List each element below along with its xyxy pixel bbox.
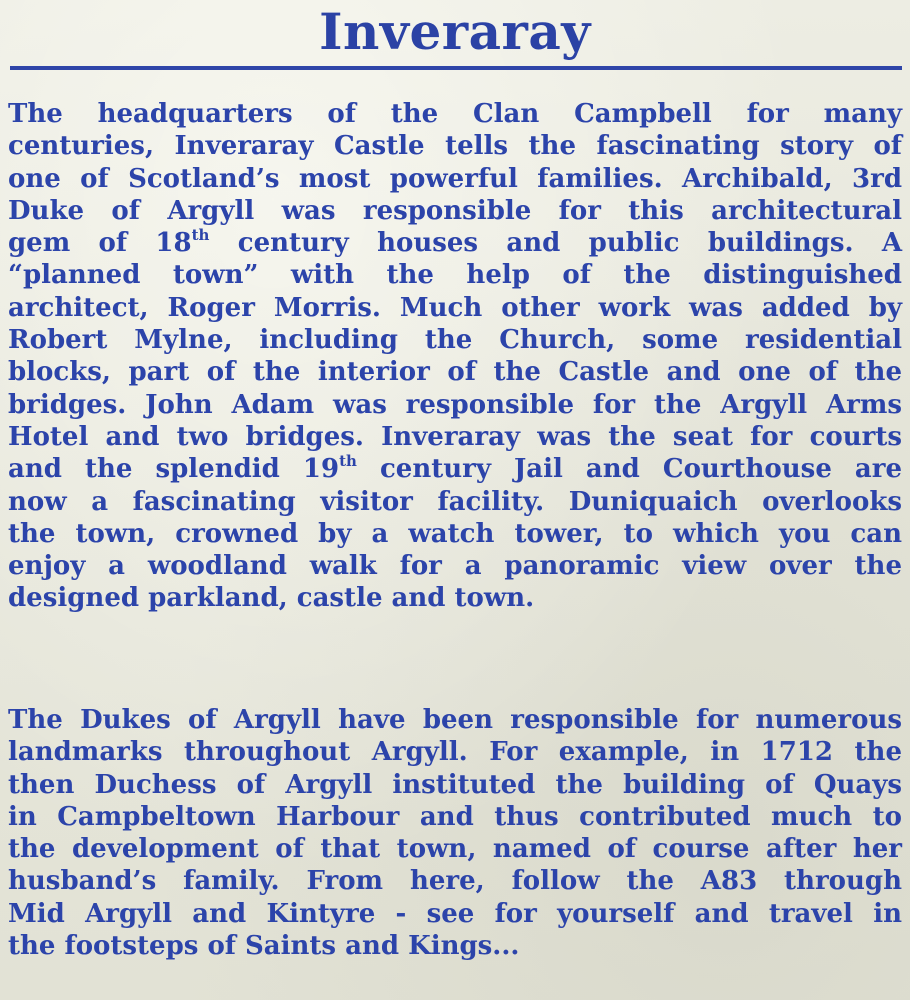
text-segment: century Jail and Courthouse are	[356, 454, 902, 485]
text-line: then Duchess of Argyll instituted the building of Quays	[8, 769, 902, 800]
text-line	[8, 453, 902, 485]
ordinal-superscript: th	[339, 452, 357, 471]
text-line: now a fascinating visitor facility. Duniquaich overlooks	[8, 486, 902, 517]
ordinal-superscript: th	[191, 226, 210, 245]
text-segment: gem of 18	[8, 228, 192, 259]
text-line: “planned town” with the help of the distinguished	[8, 260, 902, 291]
text-line: centuries, Inveraray Castle tells the fascinating story of	[8, 131, 902, 162]
text-line: landmarks throughout Argyll. For example, in 1712 the	[8, 737, 902, 768]
text-segment: century houses and public buildings. A	[209, 228, 903, 259]
text-line: husband’s family. From here, follow the A83 through	[8, 866, 902, 897]
text-line: The Dukes of Argyll have been responsible for numerous	[8, 705, 902, 735]
text-line: Hotel and two bridges. Inveraray was the seat for courts	[8, 421, 902, 452]
text-line: architect, Roger Morris. Much other work was added by	[8, 292, 902, 323]
text-line: the development of that town, named of course after her	[8, 834, 902, 865]
history-paragraph	[8, 98, 902, 615]
text-line: The headquarters of the Clan Campbell for many	[8, 99, 902, 129]
text-line	[8, 227, 902, 259]
dukes-paragraph	[8, 704, 902, 962]
text-line: Duke of Argyll was responsible for this architectural	[8, 195, 902, 226]
text-line: Robert Mylne, including the Church, some residential	[8, 325, 902, 356]
text-segment: and the splendid 19	[8, 454, 340, 485]
text-line: in Campbeltown Harbour and thus contributed much to	[8, 801, 902, 832]
text-line: Mid Argyll and Kintyre - see for yourself and travel in	[8, 898, 902, 929]
text-line: one of Scotland’s most powerful families. Archibald, 3rd	[8, 163, 902, 194]
text-line: enjoy a woodland walk for a panoramic view over the	[8, 551, 902, 582]
text-line: blocks, part of the interior of the Castle and one of the	[8, 357, 902, 388]
title-underline	[10, 66, 902, 70]
text-line: designed parkland, castle and town.	[8, 583, 535, 614]
text-line: the footsteps of Saints and Kings...	[8, 931, 520, 962]
text-line: bridges. John Adam was responsible for the Argyll Arms	[8, 389, 902, 420]
text-line: the town, crowned by a watch tower, to which you can	[8, 518, 902, 549]
sign-title: Inveraray	[319, 2, 591, 61]
